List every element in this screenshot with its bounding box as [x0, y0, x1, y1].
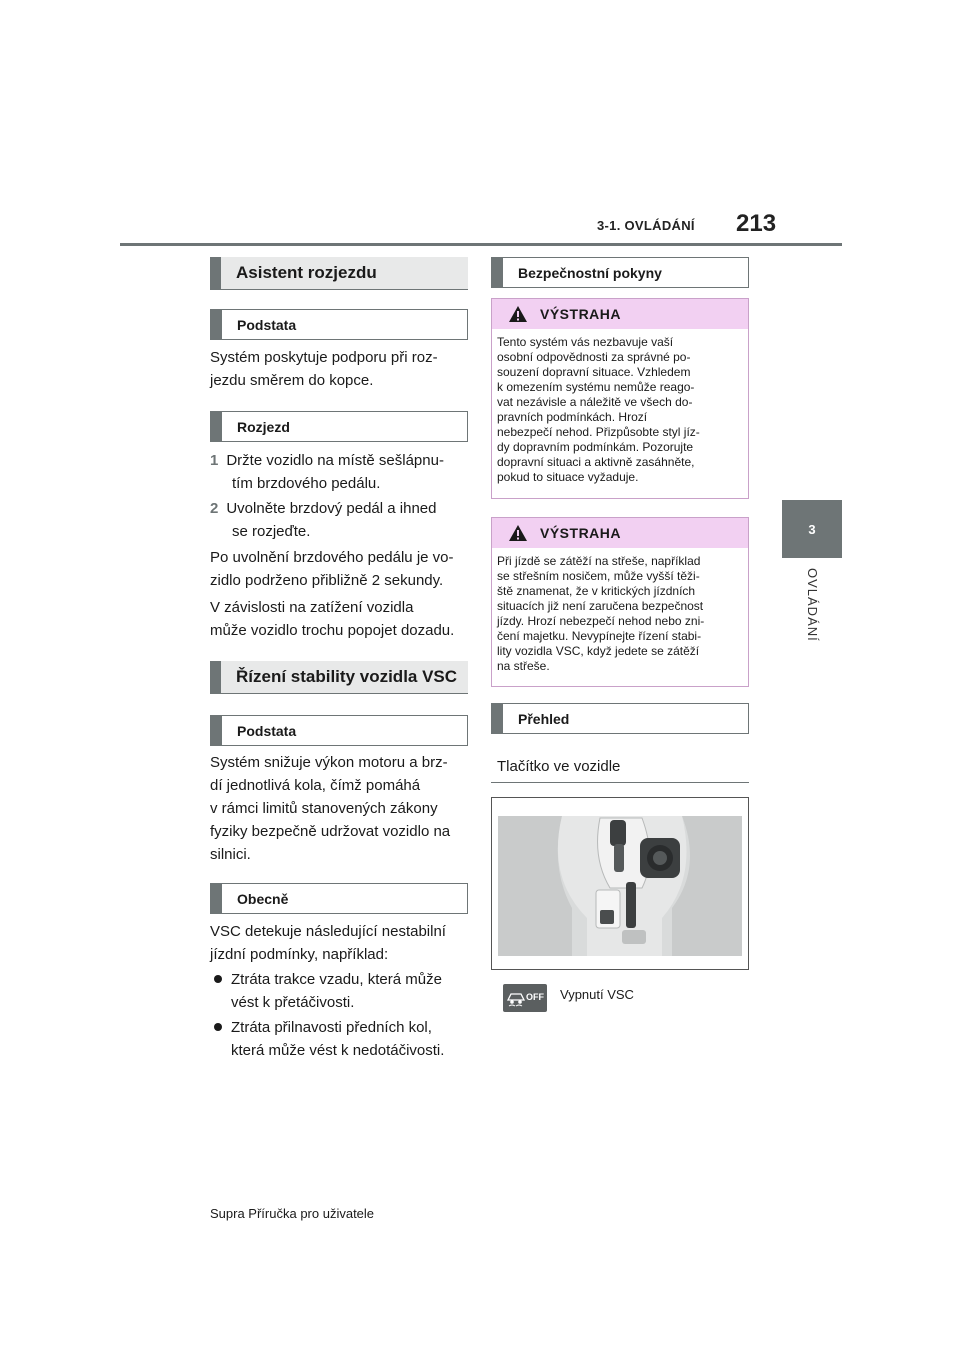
- text-line: tím brzdového pedálu.: [232, 475, 381, 492]
- vsc-off-button[interactable]: [503, 984, 547, 1012]
- heading-text: Asistent rozjezdu: [236, 263, 377, 282]
- subheading-bar: [492, 704, 503, 733]
- subheading-rozjezd: [210, 411, 468, 442]
- vsc-icon-label: OFF: [526, 992, 544, 1002]
- text-line: Ztráta přilnavosti předních kol,: [231, 1019, 432, 1036]
- heading-bar: [210, 257, 221, 289]
- text-line: dopravní situaci a aktivně zasáhněte,: [497, 455, 695, 469]
- subheading-podstata: [210, 309, 468, 340]
- warning-body: [492, 329, 748, 485]
- text-line: dí jednotlivá kola, čímž pomáhá: [210, 777, 421, 794]
- subheading-text: Přehled: [518, 710, 570, 727]
- text-line: Tento systém vás nezbavuje vaší: [497, 335, 674, 349]
- text-line: k omezením systému nemůže reago-: [497, 380, 695, 394]
- paragraph-load: [210, 596, 454, 642]
- text-line: Uvolněte brzdový pedál a ihned: [226, 500, 437, 517]
- text-line: Systém snižuje výkon motoru a brz-: [210, 754, 448, 771]
- subheading-text: Rozjezd: [237, 418, 290, 435]
- text-line: Systém poskytuje podporu při roz-: [210, 349, 438, 366]
- text-line: pokud to situace vyžaduje.: [497, 470, 639, 484]
- header-divider: [120, 243, 842, 246]
- text-line: v rámci limitů stanovených zákony: [210, 800, 438, 817]
- warning-title: VÝSTRAHA: [540, 525, 622, 541]
- warning-box-1: [491, 298, 749, 499]
- paragraph-detect: [210, 920, 446, 966]
- warning-triangle-icon: [508, 524, 528, 542]
- text-line: Při jízdě se zátěží na střeše, například: [497, 554, 701, 568]
- text-line: vést k přetáčivosti.: [231, 994, 355, 1011]
- paragraph-podstata: [210, 346, 438, 392]
- bullet-item-2: [210, 1016, 444, 1062]
- heading-text: Řízení stability vozidla VSC: [236, 667, 458, 686]
- subheading-text: Obecně: [237, 890, 289, 907]
- text-line: osobní odpovědnosti za správné po-: [497, 350, 691, 364]
- subheading-bar: [211, 716, 222, 745]
- text-line: nebezpečí nehod. Přizpůsobte styl jíz-: [497, 425, 700, 439]
- subheading-text: Podstata: [237, 316, 297, 333]
- warning-box-2: [491, 517, 749, 687]
- paragraph-vsc: [210, 751, 450, 866]
- subheading-bar: [211, 412, 222, 441]
- bullet-icon: [214, 1023, 222, 1031]
- footer-title: Supra Příručka pro uživatele: [210, 1206, 375, 1221]
- section-title: 3-1. OVLÁDÁNÍ: [597, 218, 695, 233]
- warning-body: [492, 548, 748, 674]
- chapter-tab[interactable]: 3: [782, 500, 842, 558]
- subheading-podstata-2: [210, 715, 468, 746]
- text-line: Tlačítko ve vozidle: [497, 758, 621, 775]
- text-line: jízdy. Hrozí nebezpečí nehod nebo zni-: [497, 614, 705, 628]
- console-illustration: [491, 797, 749, 970]
- vsc-off-label: Vypnutí VSC: [560, 987, 634, 1002]
- warning-title: VÝSTRAHA: [540, 306, 622, 322]
- bullet-item-1: [210, 968, 442, 1014]
- page-number: 213: [736, 210, 777, 237]
- text-line: dy dopravním podmínkám. Pozorujte: [497, 440, 694, 454]
- text-line: se střešním nosičem, může vyšší těži-: [497, 569, 700, 583]
- center-console-image: [492, 798, 748, 969]
- button-caption: [497, 755, 620, 778]
- text-line: Po uvolnění brzdového pedálu je vo-: [210, 549, 454, 566]
- text-line: jezdu směrem do kopce.: [210, 372, 374, 389]
- chapter-label: OVLÁDÁNÍ: [805, 568, 820, 642]
- warning-header: [492, 299, 748, 329]
- step-2: [210, 497, 436, 543]
- text-line: na střeše.: [497, 659, 550, 673]
- text-line: která může vést k nedotáčivosti.: [231, 1042, 445, 1059]
- subheading-bar: [492, 258, 503, 287]
- text-line: čení majetku. Nevypínejte řízení stabi-: [497, 629, 702, 643]
- text-line: silnici.: [210, 846, 251, 863]
- heading-bar: [210, 661, 221, 693]
- subheading-obecne: [210, 883, 468, 914]
- text-line: pravních podmínkách. Hrozí: [497, 410, 648, 424]
- text-line: se rozjeďte.: [232, 523, 311, 540]
- subheading-prehled: [491, 703, 749, 734]
- subheading-text: Bezpečnostní pokyny: [518, 264, 662, 281]
- heading-asistent-rozjezdu: [210, 257, 468, 290]
- text-line: Držte vozidlo na místě sešlápnu-: [226, 452, 444, 469]
- text-line: Ztráta trakce vzadu, která může: [231, 971, 442, 988]
- text-line: V závislosti na zatížení vozidla: [210, 599, 414, 616]
- text-line: může vozidlo trochu popojet dozadu.: [210, 622, 455, 639]
- step-number: 2: [210, 500, 219, 517]
- warning-header: [492, 518, 748, 548]
- text-line: souzení dopravní situace. Vzhledem: [497, 365, 691, 379]
- text-line: zidlo podrženo přibližně 2 sekundy.: [210, 572, 444, 589]
- caption-divider: [491, 782, 749, 783]
- text-line: situacích již není zaručena bezpečnost: [497, 599, 704, 613]
- subheading-bar: [211, 884, 222, 913]
- step-number: 1: [210, 452, 219, 469]
- paragraph-release: [210, 546, 454, 592]
- text-line: ště znamenat, že v kritických jízdních: [497, 584, 696, 598]
- text-line: vat nezávisle a náležitě ve všech do-: [497, 395, 693, 409]
- subheading-bezpecnostni-pokyny: [491, 257, 749, 288]
- text-line: fyziky bezpečně udržovat vozidlo na: [210, 823, 451, 840]
- step-1: [210, 449, 444, 495]
- subheading-text: Podstata: [237, 722, 297, 739]
- warning-triangle-icon: [508, 305, 528, 323]
- text-line: jízdní podmínky, například:: [210, 946, 389, 963]
- bullet-icon: [214, 975, 222, 983]
- text-line: lity vozidla VSC, když jedete se zátěží: [497, 644, 700, 658]
- heading-vsc: [210, 661, 468, 694]
- subheading-bar: [211, 310, 222, 339]
- text-line: VSC detekuje následující nestabilní: [210, 923, 446, 940]
